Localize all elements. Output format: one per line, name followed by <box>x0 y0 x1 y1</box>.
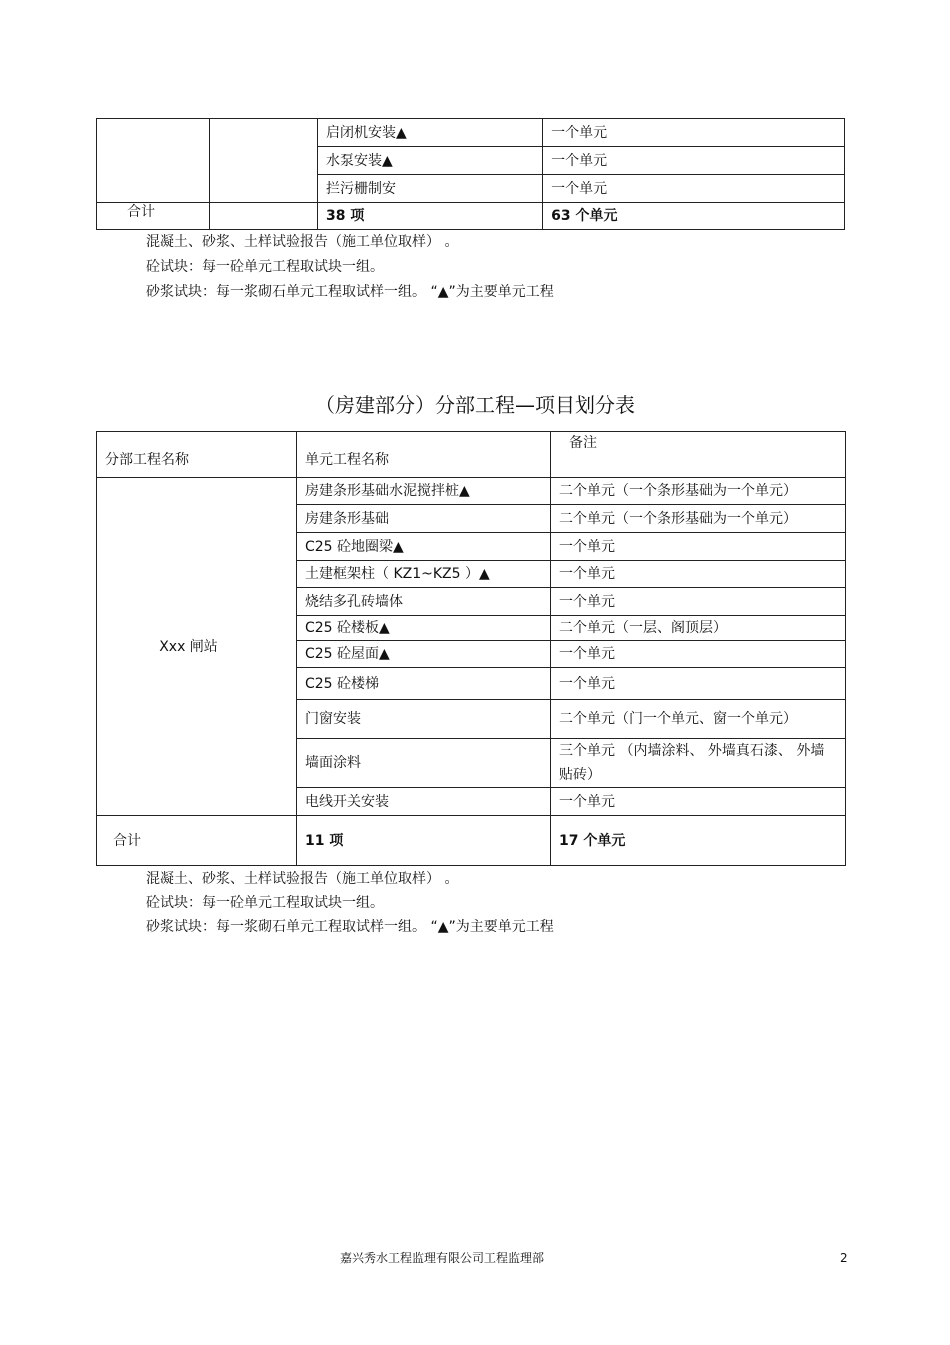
total-items: 11 项 <box>297 816 551 866</box>
total-items: 38 项 <box>318 203 543 230</box>
header-part-name: 分部工程名称 <box>97 432 297 478</box>
remark-cell: 一个单元 <box>551 588 846 616</box>
total-units: 17 个单元 <box>551 816 846 866</box>
remark-cell: 一个单元 <box>543 119 845 147</box>
remark-cell: 一个单元 <box>551 641 846 668</box>
total-label: 合计 <box>97 203 210 230</box>
note-line: 混凝土、砂浆、土样试验报告（施工单位取样） 。 <box>146 234 459 250</box>
top-table <box>96 118 845 230</box>
unit-name-cell: 墙面涂料 <box>297 739 551 788</box>
note-line: 混凝土、砂浆、土样试验报告（施工单位取样） 。 <box>146 871 459 887</box>
blank-cell <box>97 119 210 203</box>
note-line: 砂浆试块：每一浆砌石单元工程取试样一组。 “▲”为主要单元工程 <box>146 284 554 300</box>
total-row <box>97 203 845 230</box>
page-title: （房建部分）分部工程—项目划分表 <box>315 393 635 417</box>
table-row <box>97 478 846 505</box>
blank-cell <box>209 203 317 230</box>
remark-cell: 二个单元（一层、阁顶层） <box>551 616 846 641</box>
note-line: 砼试块：每一砼单元工程取试块一组。 <box>146 895 384 911</box>
page-number: 2 <box>840 1251 848 1265</box>
unit-name-cell: 电线开关安装 <box>297 788 551 816</box>
blank-cell <box>209 119 317 203</box>
remark-cell: 一个单元 <box>551 668 846 700</box>
main-table <box>96 431 846 866</box>
total-label: 合计 <box>97 816 297 866</box>
remark-cell: 三个单元 （内墙涂料、 外墙真石漆、 外墙贴砖） <box>551 739 846 788</box>
remark-cell: 一个单元 <box>543 147 845 175</box>
unit-name-cell: 水泵安装▲ <box>318 147 543 175</box>
unit-name-cell: C25 砼地圈梁▲ <box>297 533 551 561</box>
unit-name-cell: 土建框架柱（ KZ1~KZ5 ）▲ <box>297 561 551 588</box>
unit-name-cell: C25 砼楼板▲ <box>297 616 551 641</box>
header-unit-name: 单元工程名称 <box>297 432 551 478</box>
unit-name-cell: 房建条形基础 <box>297 505 551 533</box>
remark-cell: 一个单元 <box>551 788 846 816</box>
part-name: Xxx 闸站 <box>159 638 218 655</box>
unit-name-cell: 启闭机安装▲ <box>318 119 543 147</box>
remark-cell: 一个单元 <box>551 561 846 588</box>
remark-cell: 二个单元（一个条形基础为一个单元） <box>551 505 846 533</box>
footer-company: 嘉兴秀水工程监理有限公司工程监理部 <box>340 1251 545 1265</box>
note-line: 砂浆试块：每一浆砌石单元工程取试样一组。 “▲”为主要单元工程 <box>146 919 554 935</box>
unit-name-cell: 房建条形基础水泥搅拌桩▲ <box>297 478 551 505</box>
table-row <box>97 119 845 147</box>
header-row <box>97 432 846 478</box>
remark-cell: 二个单元（一个条形基础为一个单元） <box>551 478 846 505</box>
total-row <box>97 816 846 866</box>
remark-cell: 一个单元 <box>551 533 846 561</box>
header-remark: 备注 <box>551 432 846 478</box>
unit-name-cell: 门窗安装 <box>297 700 551 739</box>
remark-cell: 二个单元（门一个单元、窗一个单元） <box>551 700 846 739</box>
unit-name-cell: 烧结多孔砖墙体 <box>297 588 551 616</box>
note-line: 砼试块：每一砼单元工程取试块一组。 <box>146 259 384 275</box>
total-units: 63 个单元 <box>543 203 845 230</box>
unit-name-cell: 拦污栅制安 <box>318 175 543 203</box>
part-name-cell <box>97 478 297 816</box>
unit-name-cell: C25 砼楼梯 <box>297 668 551 700</box>
unit-name-cell: C25 砼屋面▲ <box>297 641 551 668</box>
remark-cell: 一个单元 <box>543 175 845 203</box>
